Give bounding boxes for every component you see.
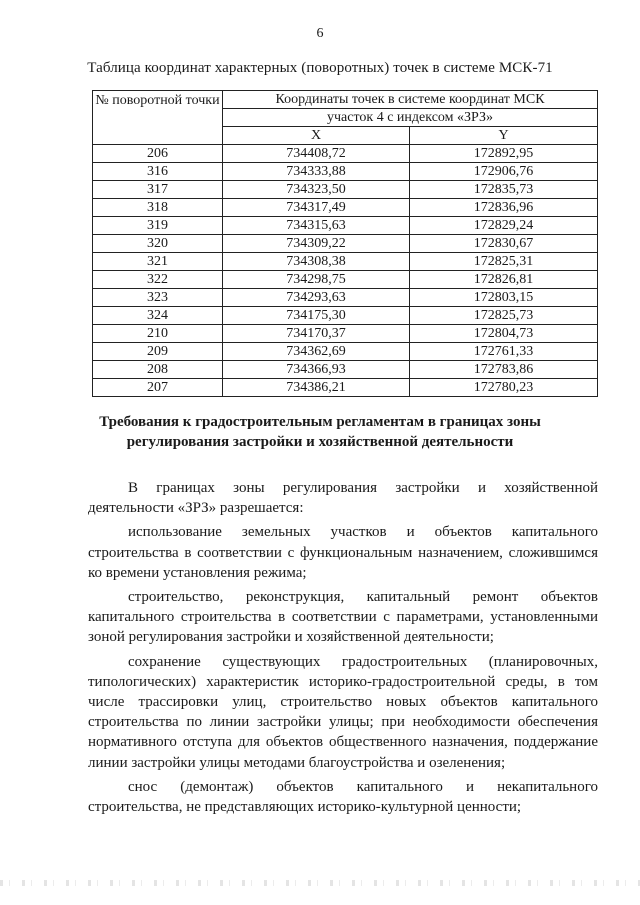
- coord-x: 734293,63: [223, 289, 410, 307]
- coord-y: 172835,73: [410, 181, 598, 199]
- header-x: X: [223, 127, 410, 145]
- point-number: 319: [93, 217, 223, 235]
- table-row: [93, 289, 598, 307]
- table-row: [93, 235, 598, 253]
- table-row: [93, 145, 598, 163]
- scan-artifact-line: [0, 880, 640, 886]
- coord-x: 734408,72: [223, 145, 410, 163]
- paragraph: снос (демонтаж) объектов капитального и некапитального строительства, не представляющих историко-культурной ценности;: [88, 778, 598, 816]
- coord-x: 734308,38: [223, 253, 410, 271]
- coord-y: 172892,95: [410, 145, 598, 163]
- coord-y: 172836,96: [410, 199, 598, 217]
- coord-x: 734175,30: [223, 307, 410, 325]
- coord-x: 734386,21: [223, 379, 410, 397]
- table-row: [93, 271, 598, 289]
- point-number: 318: [93, 199, 223, 217]
- coord-y: 172906,76: [410, 163, 598, 181]
- coord-y: 172826,81: [410, 271, 598, 289]
- point-number: 320: [93, 235, 223, 253]
- table-row: [93, 181, 598, 199]
- paragraph: сохранение существующих градостроительных (планировочных, типологических) характеристик историко-градостроительной среды, в том числе трассировки улиц, строительство новых объектов капитального строительства по линии застройки улицы; при необходимости обеспечения нормативного отступа для объектов общественного назначения, поддержание линии застройки улицы методами благоустройства и озеленения;: [88, 653, 598, 771]
- point-number: 207: [93, 379, 223, 397]
- coord-y: 172825,31: [410, 253, 598, 271]
- table-row: [93, 361, 598, 379]
- table-row: [93, 379, 598, 397]
- point-number: 322: [93, 271, 223, 289]
- point-number: 323: [93, 289, 223, 307]
- paragraph: В границах зоны регулирования застройки и хозяйственной деятельности «ЗРЗ» разрешается:: [88, 480, 598, 517]
- coord-x: 734315,63: [223, 217, 410, 235]
- table-row: [93, 163, 598, 181]
- table-row: [93, 253, 598, 271]
- header-coordinates: Координаты точек в системе координат МСК: [223, 91, 598, 109]
- header-y: Y: [410, 127, 598, 145]
- point-number: 208: [93, 361, 223, 379]
- coord-x: 734309,22: [223, 235, 410, 253]
- coord-x: 734317,49: [223, 199, 410, 217]
- section-title: Требования к градостроительным регламентам в границах зоны регулирования застройки и хозяйственной деятельности: [99, 414, 541, 450]
- point-number: 321: [93, 253, 223, 271]
- point-number: 210: [93, 325, 223, 343]
- coord-x: 734366,93: [223, 361, 410, 379]
- point-number: 317: [93, 181, 223, 199]
- table-row: [93, 217, 598, 235]
- coord-x: 734323,50: [223, 181, 410, 199]
- table-row: [93, 307, 598, 325]
- point-number: 209: [93, 343, 223, 361]
- coord-x: 734333,88: [223, 163, 410, 181]
- header-zone: участок 4 с индексом «ЗРЗ»: [223, 109, 598, 127]
- point-number: 316: [93, 163, 223, 181]
- paragraph: строительство, реконструкция, капитальный ремонт объектов капитального строительства в соответствии с параметрами, установленными зоной регулирования застройки и хозяйственной деятельности;: [88, 589, 598, 646]
- coord-y: 172830,67: [410, 235, 598, 253]
- coord-x: 734170,37: [223, 325, 410, 343]
- coord-y: 172804,73: [410, 325, 598, 343]
- coordinates-table: [92, 90, 598, 397]
- table-row: [93, 325, 598, 343]
- table-caption: Таблица координат характерных (поворотных) точек в системе МСК-71: [87, 60, 553, 76]
- coord-y: 172761,33: [410, 343, 598, 361]
- header-point-number: № поворотной точки: [93, 91, 223, 145]
- coord-x: 734362,69: [223, 343, 410, 361]
- coord-y: 172780,23: [410, 379, 598, 397]
- coord-y: 172803,15: [410, 289, 598, 307]
- point-number: 324: [93, 307, 223, 325]
- paragraph: использование земельных участков и объектов капитального строительства в соответствии с функциональным назначением, сложившимся ко времени установления режима;: [88, 524, 598, 581]
- point-number: 206: [93, 145, 223, 163]
- coord-y: 172825,73: [410, 307, 598, 325]
- coord-y: 172783,86: [410, 361, 598, 379]
- coord-y: 172829,24: [410, 217, 598, 235]
- table-row: [93, 343, 598, 361]
- coord-x: 734298,75: [223, 271, 410, 289]
- table-row: [93, 199, 598, 217]
- page-number: 6: [316, 26, 324, 41]
- body-text: [88, 478, 598, 821]
